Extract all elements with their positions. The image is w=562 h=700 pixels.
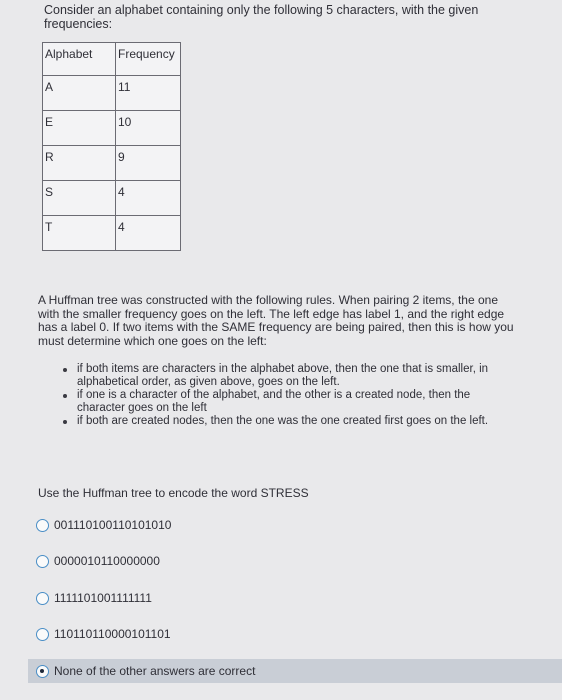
answer-option-2[interactable]: [36, 550, 160, 572]
cell-character: E: [43, 111, 116, 146]
answer-label: 1111101001111111: [54, 591, 152, 605]
radio-button[interactable]: [36, 555, 49, 568]
table-row: [43, 111, 181, 146]
radio-button-selected[interactable]: [36, 665, 49, 678]
cell-character: T: [43, 216, 116, 251]
cell-frequency: 4: [116, 181, 181, 216]
cell-character: A: [43, 76, 116, 111]
table-row: [43, 216, 181, 251]
header-frequency: Frequency: [116, 43, 181, 76]
header-alphabet: Alphabet: [43, 43, 116, 76]
answer-label: None of the other answers are correct: [54, 664, 256, 678]
answer-option-4[interactable]: [36, 623, 171, 645]
huffman-rules-paragraph: A Huffman tree was constructed with the following rules. When pairing 2 items, the one with the smaller frequency goes on the left. The left edge has label 1, and the right edge has a label 0. If two items with the SAME frequency are being paired, then this is how you must determine which one goes on the left:: [38, 293, 514, 348]
radio-button[interactable]: [36, 628, 49, 641]
answer-label: 001110100110101010: [54, 518, 172, 532]
list-item: if both are created nodes, then the one was the one created first goes on the left.: [60, 415, 500, 428]
question-prompt: Use the Huffman tree to encode the word STRESS: [38, 486, 309, 500]
list-item: if both items are characters in the alphabet above, then the one that is smaller, in alphabetical order, as given above, goes on the left.: [60, 363, 500, 389]
table-row: [43, 76, 181, 111]
radio-button[interactable]: [36, 519, 49, 532]
radio-button[interactable]: [36, 592, 49, 605]
frequency-table: [42, 42, 181, 251]
table-header-row: [43, 43, 181, 76]
table-row: [43, 181, 181, 216]
cell-frequency: 4: [116, 216, 181, 251]
cell-character: R: [43, 146, 116, 181]
table-row: [43, 146, 181, 181]
cell-character: S: [43, 181, 116, 216]
answer-option-3[interactable]: [36, 587, 152, 609]
cell-frequency: 10: [116, 111, 181, 146]
cell-frequency: 11: [116, 76, 181, 111]
cell-frequency: 9: [116, 146, 181, 181]
answer-label: 0000010110000000: [54, 554, 160, 568]
question-intro: Consider an alphabet containing only the following 5 characters, with the given frequencies:: [44, 3, 479, 31]
answer-option-5[interactable]: [28, 659, 562, 683]
answer-label: 110110110000101101: [54, 627, 171, 641]
tie-break-rules-list: [60, 363, 500, 428]
list-item: if one is a character of the alphabet, and the other is a created node, then the character goes on the left: [60, 389, 500, 415]
answer-option-1[interactable]: [36, 514, 171, 536]
